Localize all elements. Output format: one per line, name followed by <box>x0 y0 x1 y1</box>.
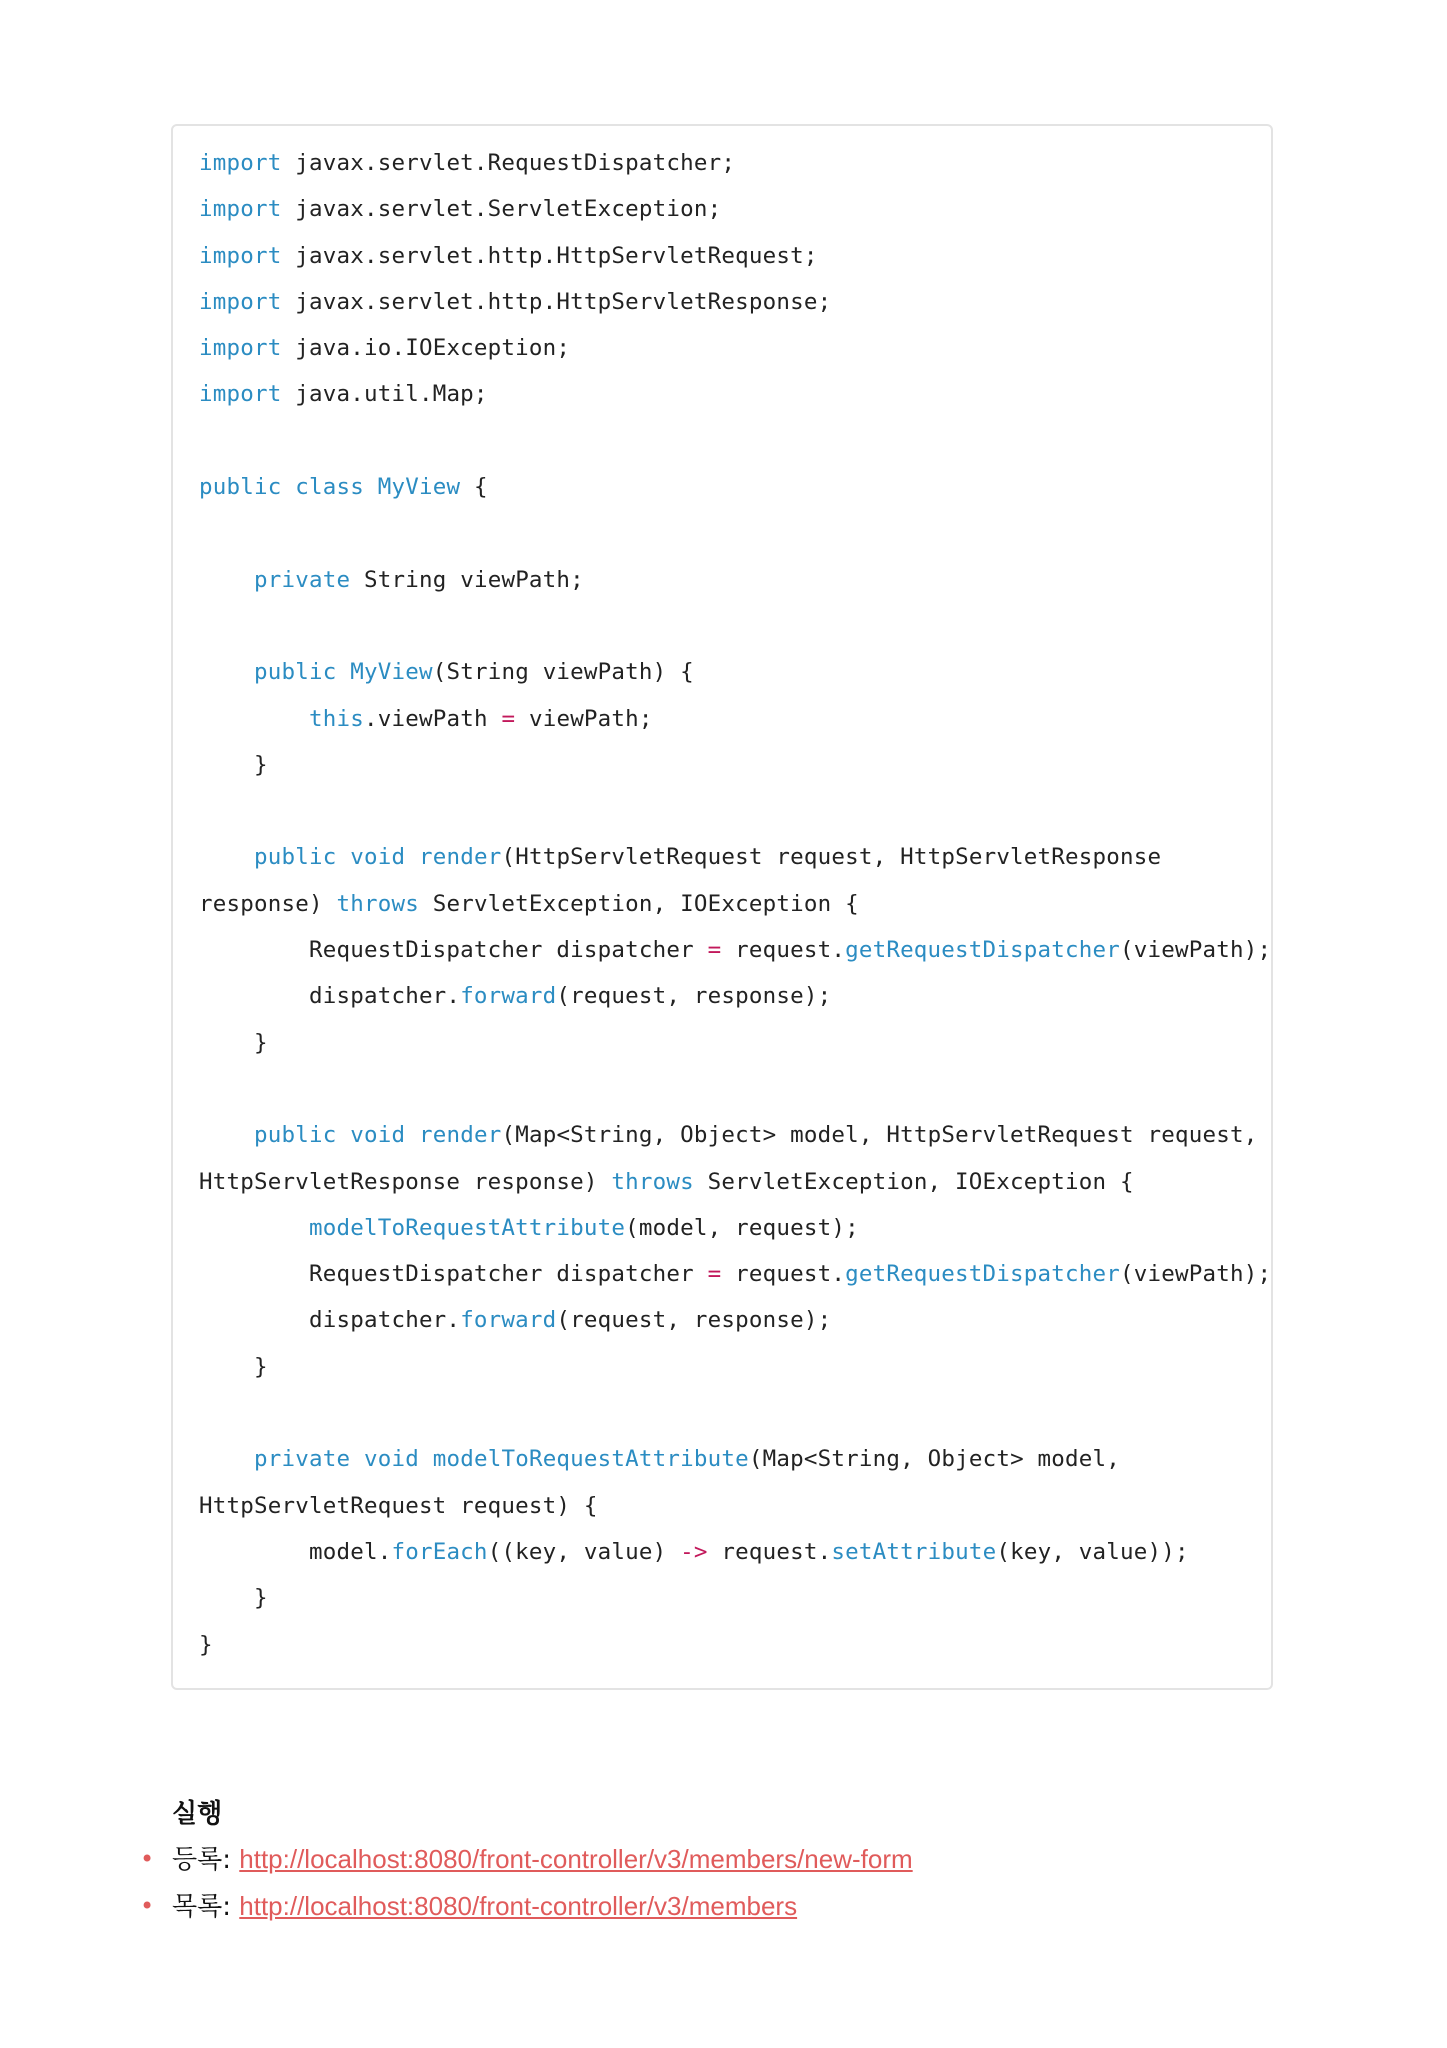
list-item-new-form <box>136 1836 913 1883</box>
code-token: this <box>308 705 364 732</box>
code-token: private void <box>254 1446 419 1473</box>
code-token: response) <box>199 890 337 917</box>
code-token <box>336 659 350 685</box>
code-token: ((key, value) <box>487 1538 681 1565</box>
code-line <box>199 696 1271 742</box>
code-token: import <box>199 381 282 408</box>
code-token: ServletException, IOException { <box>418 890 859 917</box>
code-line <box>199 603 1271 649</box>
code-lines <box>199 140 1271 1668</box>
code-token <box>199 1215 309 1241</box>
code-token: (Map<String, Object> model, HttpServletRequest request, <box>501 1122 1258 1149</box>
code-token <box>405 844 419 870</box>
code-token: = <box>501 705 516 732</box>
link-list <box>136 1836 913 1930</box>
code-token: public void <box>254 844 406 871</box>
code-token: dispatcher. <box>199 1307 461 1334</box>
code-token: model. <box>199 1538 392 1565</box>
code-token <box>364 474 378 500</box>
code-token: request. <box>707 1538 832 1565</box>
code-token: } <box>199 1631 213 1658</box>
code-token: java.util.Map; <box>281 381 488 408</box>
code-token: dispatcher. <box>199 983 461 1010</box>
link-label: 등록: <box>172 1845 240 1875</box>
code-token: HttpServletRequest request) { <box>199 1492 598 1519</box>
code-token: setAttribute <box>831 1538 997 1565</box>
code-line <box>199 1112 1271 1158</box>
code-token: (request, response); <box>556 983 832 1010</box>
code-token: RequestDispatcher dispatcher <box>199 937 708 964</box>
code-line <box>199 1159 1271 1205</box>
code-token: (request, response); <box>556 1307 832 1334</box>
code-token <box>419 1446 433 1472</box>
code-line <box>199 1020 1271 1066</box>
code-line <box>199 1575 1271 1621</box>
code-token: (viewPath); <box>1120 1261 1272 1288</box>
code-token: javax.servlet.http.HttpServletRequest; <box>281 242 818 269</box>
code-token: MyView <box>350 659 433 686</box>
code-token: javax.servlet.http.HttpServletResponse; <box>281 288 832 315</box>
code-token <box>199 1122 254 1148</box>
code-token: (key, value)); <box>996 1538 1189 1565</box>
code-token: } <box>199 1029 268 1056</box>
code-token: getRequestDispatcher <box>845 1261 1121 1288</box>
code-token: request. <box>721 1261 846 1288</box>
code-token: request. <box>721 937 846 964</box>
code-token: public void <box>254 1122 406 1149</box>
code-token: (viewPath); <box>1120 937 1272 964</box>
code-token: modelToRequestAttribute <box>308 1214 626 1241</box>
code-line <box>199 510 1271 556</box>
code-token: import <box>199 288 282 315</box>
code-token <box>199 1446 254 1472</box>
code-line <box>199 371 1271 417</box>
code-token <box>199 844 254 870</box>
bullet-icon: • <box>140 1892 155 1920</box>
code-line <box>199 973 1271 1019</box>
code-line <box>199 742 1271 788</box>
code-line <box>199 140 1271 186</box>
new-form-link[interactable]: http://localhost:8080/front-controller/v3/members/new-form <box>239 1844 913 1874</box>
code-line <box>199 1066 1271 1112</box>
code-token: MyView <box>377 474 461 501</box>
code-token: render <box>418 844 502 871</box>
code-token: (String viewPath) { <box>432 659 694 686</box>
code-token: forward <box>460 1307 557 1334</box>
code-block <box>171 124 1273 1690</box>
code-line <box>199 325 1271 371</box>
code-token: { <box>460 474 488 501</box>
code-token: public class <box>199 474 364 501</box>
code-line <box>199 881 1271 927</box>
code-token: viewPath; <box>515 705 653 732</box>
code-token <box>199 659 254 685</box>
code-token: javax.servlet.RequestDispatcher; <box>281 150 736 176</box>
code-token: public <box>254 659 337 686</box>
code-token: (model, request); <box>625 1214 859 1241</box>
code-token: import <box>199 150 282 176</box>
code-token <box>199 706 309 732</box>
code-line <box>199 464 1271 510</box>
code-line <box>199 233 1271 279</box>
code-line <box>199 1483 1271 1529</box>
code-line <box>199 1297 1271 1343</box>
code-token: import <box>199 242 282 269</box>
code-token: = <box>707 937 722 964</box>
code-token: RequestDispatcher dispatcher <box>199 1261 708 1288</box>
bullet-icon: • <box>140 1845 155 1873</box>
code-token <box>405 1122 419 1148</box>
code-token: javax.servlet.ServletException; <box>281 196 722 223</box>
members-link[interactable]: http://localhost:8080/front-controller/v3/members <box>239 1891 798 1921</box>
code-line <box>199 1344 1271 1390</box>
code-token: -> <box>680 1538 708 1565</box>
code-line <box>199 279 1271 325</box>
code-token: forward <box>460 983 557 1010</box>
code-token: forEach <box>391 1538 488 1565</box>
code-token: java.io.IOException; <box>281 335 571 362</box>
code-line <box>199 418 1271 464</box>
code-token: modelToRequestAttribute <box>432 1446 749 1473</box>
section-title: 실행 <box>172 1799 223 1829</box>
code-token: .viewPath <box>363 705 502 732</box>
code-token: import <box>199 196 282 223</box>
code-line <box>199 1205 1271 1251</box>
code-token: = <box>707 1261 722 1288</box>
link-label: 목록: <box>172 1892 240 1922</box>
code-line <box>199 557 1271 603</box>
code-token: String viewPath; <box>350 566 584 593</box>
code-token: private <box>254 566 351 593</box>
code-line <box>199 1251 1271 1297</box>
code-token <box>199 567 254 593</box>
list-item-members <box>136 1883 913 1930</box>
code-token: (Map<String, Object> model, <box>748 1446 1121 1473</box>
code-token: } <box>199 1353 268 1380</box>
code-line <box>199 788 1271 834</box>
code-token: HttpServletResponse response) <box>199 1168 612 1195</box>
code-token: } <box>199 751 268 778</box>
code-token: throws <box>336 890 419 917</box>
code-token: (HttpServletRequest request, HttpServletResponse <box>501 844 1162 871</box>
code-line <box>199 927 1271 973</box>
code-line <box>199 186 1271 232</box>
code-line <box>199 1529 1271 1575</box>
code-line <box>199 834 1271 880</box>
code-token: import <box>199 335 282 362</box>
code-token: ServletException, IOException { <box>693 1168 1134 1195</box>
code-token: throws <box>611 1168 694 1195</box>
code-token: } <box>199 1585 268 1612</box>
code-line <box>199 1390 1271 1436</box>
code-line <box>199 649 1271 695</box>
code-token: render <box>418 1122 502 1149</box>
code-line <box>199 1622 1271 1668</box>
code-line <box>199 1436 1271 1482</box>
code-token: getRequestDispatcher <box>845 937 1121 964</box>
